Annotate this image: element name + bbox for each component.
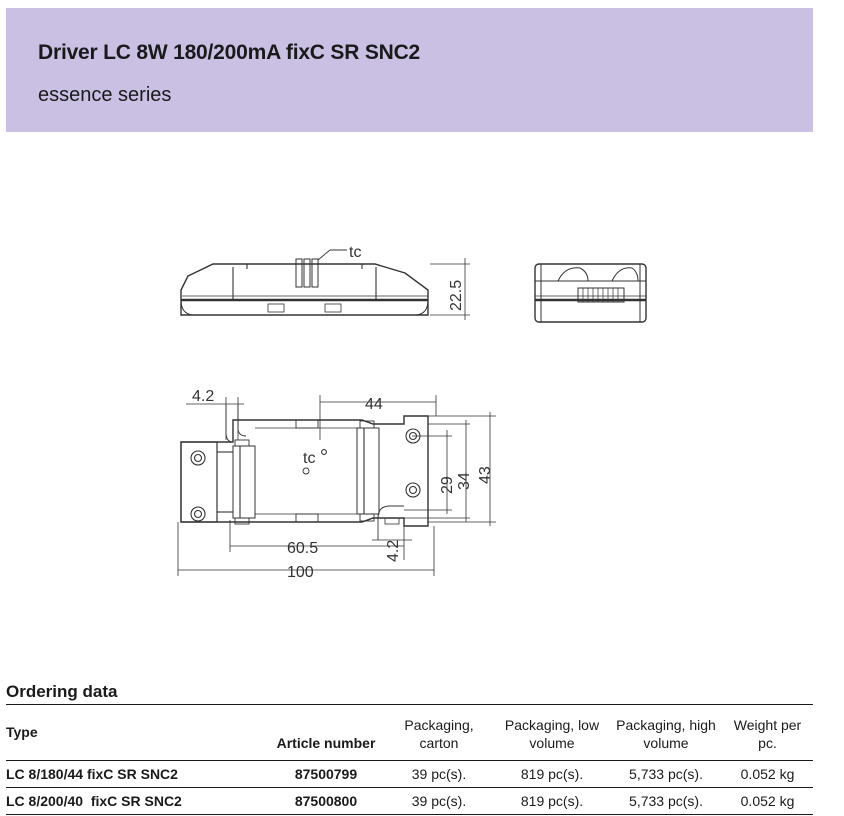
cell-type: LC 8/180/44 fixC SR SNC2: [6, 761, 268, 788]
page-title: Driver LC 8W 180/200mA fixC SR SNC2: [38, 41, 421, 64]
tc-point: [322, 450, 327, 455]
dim-4-2-top: 4.2: [192, 388, 215, 405]
cell-low-volume: 819 pc(s).: [494, 788, 610, 815]
table-row: [6, 788, 813, 815]
cell-article: 87500799: [268, 761, 384, 788]
side-view: [181, 244, 470, 320]
plan-dimensions: [178, 388, 496, 581]
column-header-weight: Weight per pc.: [733, 717, 802, 751]
cell-article: 87500800: [268, 788, 384, 815]
dim-100: 100: [287, 564, 314, 581]
ordering-table: [6, 712, 813, 815]
plan-view: [181, 404, 428, 560]
column-header-high-volume: Packaging, high volume: [616, 717, 716, 751]
table-header-row: [6, 712, 813, 761]
dim-29: 29: [439, 476, 456, 494]
section-rule: [6, 704, 813, 705]
cell-carton: 39 pc(s).: [384, 761, 494, 788]
cell-carton: 39 pc(s).: [384, 788, 494, 815]
column-header-carton: Packaging, carton: [404, 717, 474, 751]
screw-hole-right-bottom: [406, 483, 420, 497]
column-header-low-volume: Packaging, low volume: [504, 717, 600, 751]
cell-weight: 0.052 kg: [722, 788, 813, 815]
cell-weight: 0.052 kg: [722, 761, 813, 788]
dim-4-2-bottom: 4.2: [385, 539, 402, 562]
tc-top-label: tc: [349, 244, 362, 261]
ordering-data-title: Ordering data: [6, 682, 118, 701]
column-header-article: Article number: [276, 735, 376, 751]
cell-type: LC 8/200/40 fixC SR SNC2: [6, 788, 268, 815]
cell-low-volume: 819 pc(s).: [494, 761, 610, 788]
dim-34: 34: [456, 472, 473, 490]
tc-plan-label: tc: [303, 450, 316, 467]
dim-43: 43: [477, 466, 494, 484]
table-row: [6, 761, 813, 788]
end-view: [535, 264, 646, 322]
cell-high-volume: 5,733 pc(s).: [610, 788, 722, 815]
cell-high-volume: 5,733 pc(s).: [610, 761, 722, 788]
column-header-type: Type: [6, 724, 38, 740]
screw-hole-left-top: [191, 451, 205, 465]
height-dimension-label: 22.5: [448, 279, 465, 311]
dim-44: 44: [365, 396, 383, 413]
page-subtitle: essence series: [38, 84, 172, 106]
screw-hole-left-bottom: [191, 507, 205, 521]
dim-60-5: 60.5: [287, 540, 319, 557]
